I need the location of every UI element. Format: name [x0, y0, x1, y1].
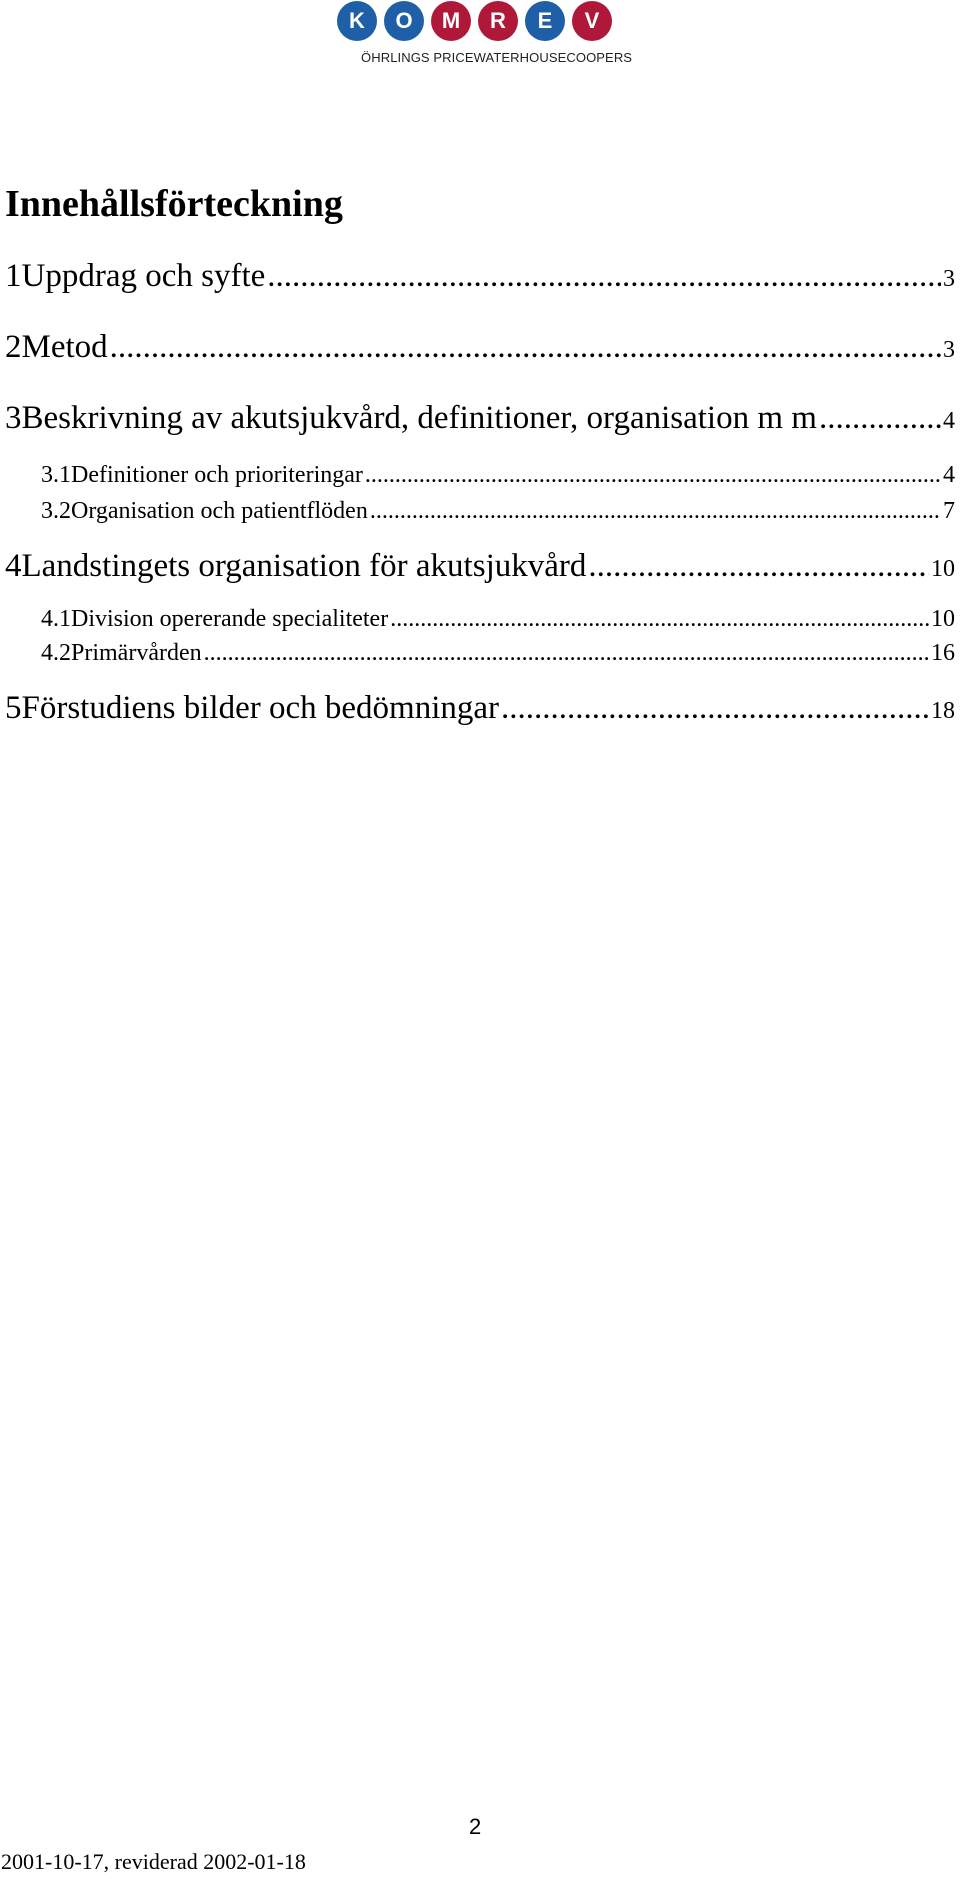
toc-entry-number: 4.2 — [41, 640, 71, 666]
footer-date: 2001-10-17, reviderad 2002-01-18 — [1, 1849, 306, 1874]
toc-entry-number: 4.1 — [41, 606, 71, 632]
toc-dot-leader — [588, 546, 929, 586]
toc-dot-leader — [110, 327, 941, 367]
toc-entry-number: 4 — [5, 548, 22, 584]
toc-dot-leader — [819, 398, 941, 438]
logo-letter-v: V — [572, 1, 612, 41]
komrev-logo — [333, 1, 633, 67]
toc-entry-4-1[interactable] — [0, 604, 955, 634]
logo-letter-e: E — [525, 1, 565, 41]
toc-entry-label: Division opererande specialiteter — [71, 606, 389, 632]
toc-entry-5[interactable] — [0, 688, 955, 731]
logo-letter-r: R — [478, 1, 518, 41]
toc-entry-label: Beskrivning av akutsjukvård, definitioner, organisation m m — [21, 400, 817, 436]
logo-letter-o: O — [384, 1, 424, 41]
toc-entry-number: 3.1 — [41, 462, 71, 488]
toc-entry-page: 4 — [943, 462, 955, 488]
toc-entry-2[interactable] — [0, 327, 955, 370]
toc-dot-leader — [390, 604, 929, 634]
toc-entry-page: 4 — [943, 408, 955, 434]
toc-entry-4-2[interactable] — [0, 638, 955, 668]
toc-entry-1[interactable] — [0, 256, 955, 299]
logo-letter-m: M — [431, 1, 471, 41]
toc-entry-label: Definitioner och prioriteringar — [71, 462, 363, 488]
toc-entry-3[interactable] — [0, 398, 955, 441]
toc-dot-leader — [204, 638, 929, 668]
toc-entry-label: Landstingets organisation för akutsjukvård — [21, 548, 587, 584]
toc-entry-3-2[interactable] — [0, 496, 955, 526]
logo-circles — [337, 1, 619, 41]
toc-entry-page: 10 — [931, 606, 955, 632]
toc-entry-page: 3 — [943, 266, 955, 292]
toc-title: Innehållsförteckning — [5, 183, 343, 225]
toc-dot-leader — [370, 496, 941, 526]
toc-dot-leader — [267, 256, 941, 296]
toc-entry-number: 2 — [5, 329, 22, 365]
toc-entry-label: Förstudiens bilder och bedömningar — [21, 690, 500, 726]
toc-entry-number: 3 — [5, 400, 22, 436]
toc-dot-leader — [365, 460, 941, 490]
toc-entry-page: 7 — [943, 498, 955, 524]
toc-entry-label: Primärvården — [71, 640, 202, 666]
logo-letter-k: K — [337, 1, 377, 41]
toc-entry-4[interactable] — [0, 546, 955, 589]
toc-entry-page: 3 — [943, 337, 955, 363]
page-number: 2 — [469, 1814, 482, 1839]
toc-entry-page: 10 — [931, 556, 955, 582]
logo-tagline: ÖHRLINGS PRICEWATERHOUSECOOPERS — [361, 50, 633, 65]
toc-entry-number: 3.2 — [41, 498, 71, 524]
toc-entry-number: 1 — [5, 258, 22, 294]
toc-entry-label: Uppdrag och syfte — [21, 258, 266, 294]
toc-entry-page: 16 — [931, 640, 955, 666]
toc-entry-label: Organisation och patientflöden — [71, 498, 368, 524]
toc-entry-3-1[interactable] — [0, 460, 955, 490]
toc-entry-label: Metod — [21, 329, 108, 365]
toc-entry-page: 18 — [931, 698, 955, 724]
toc-dot-leader — [501, 688, 929, 728]
toc-entry-number: 5 — [5, 690, 22, 726]
